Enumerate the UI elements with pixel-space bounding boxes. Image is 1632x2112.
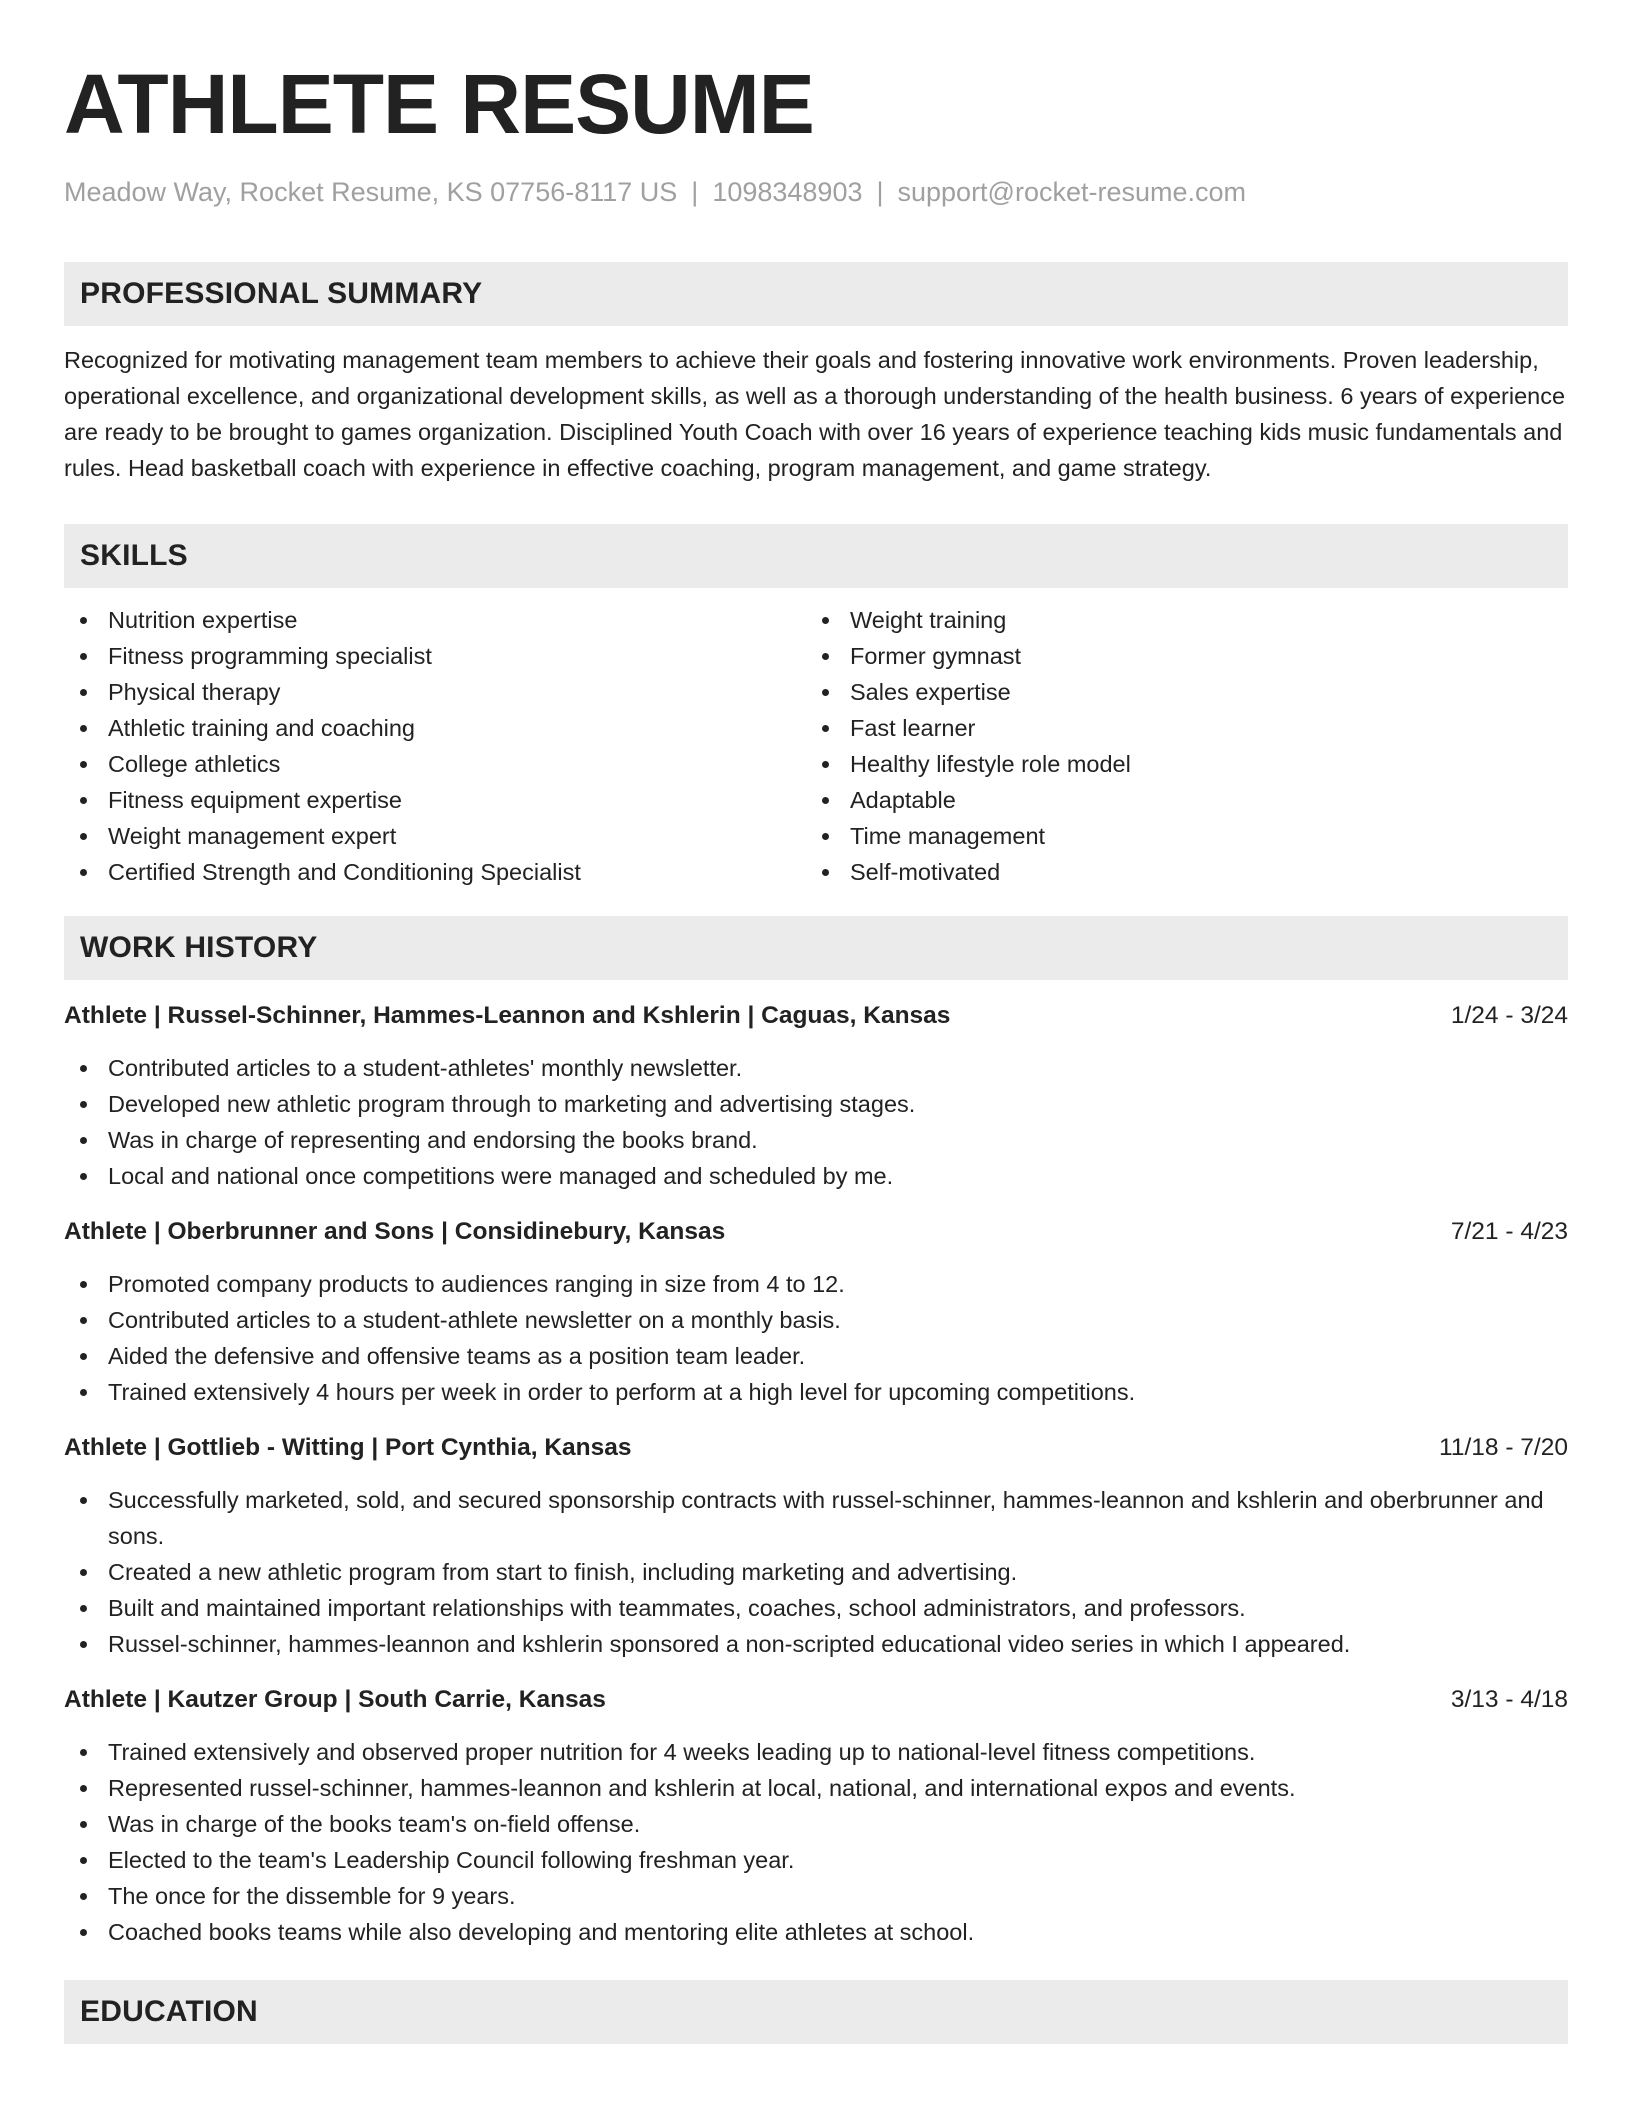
job-bullet: Aided the defensive and offensive teams as a position team leader. bbox=[64, 1338, 1568, 1374]
section-header-summary: PROFESSIONAL SUMMARY bbox=[64, 262, 1568, 326]
section-header-education: EDUCATION bbox=[64, 1980, 1568, 2044]
job-dates: 1/24 - 3/24 bbox=[1450, 1002, 1568, 1029]
skill-item: Fast learner bbox=[806, 710, 1548, 746]
skill-item: Time management bbox=[806, 818, 1548, 854]
skill-item: Healthy lifestyle role model bbox=[806, 746, 1548, 782]
job-heading bbox=[64, 1682, 1568, 1718]
job-bullet: Contributed articles to a student-athletes' monthly newsletter. bbox=[64, 1050, 1568, 1086]
job-entry bbox=[64, 998, 1568, 1194]
skill-item: Sales expertise bbox=[806, 674, 1548, 710]
skill-item: Nutrition expertise bbox=[64, 602, 806, 638]
contact-line bbox=[64, 174, 1568, 210]
skills-list-left bbox=[64, 602, 806, 890]
job-dates: 3/13 - 4/18 bbox=[1450, 1686, 1568, 1713]
job-dates: 7/21 - 4/23 bbox=[1450, 1218, 1568, 1245]
contact-email: support@rocket-resume.com bbox=[897, 177, 1247, 207]
job-bullets bbox=[64, 1734, 1568, 1950]
skill-item: Former gymnast bbox=[806, 638, 1548, 674]
job-title: Athlete | Gottlieb - Witting | Port Cynthia, Kansas bbox=[64, 1434, 632, 1461]
contact-address: Meadow Way, Rocket Resume, KS 07756-8117 US bbox=[64, 177, 678, 207]
section-header-work-history: WORK HISTORY bbox=[64, 916, 1568, 980]
resume-page bbox=[64, 0, 1568, 2044]
job-bullet: Developed new athletic program through to marketing and advertising stages. bbox=[64, 1086, 1568, 1122]
skills-grid bbox=[64, 602, 1568, 890]
job-bullet: Represented russel-schinner, hammes-leannon and kshlerin at local, national, and international expos and events. bbox=[64, 1770, 1568, 1806]
skill-item: Fitness programming specialist bbox=[64, 638, 806, 674]
job-entry bbox=[64, 1430, 1568, 1662]
job-bullet: Built and maintained important relationships with teammates, coaches, school administrators, and professors. bbox=[64, 1590, 1568, 1626]
skill-item: Adaptable bbox=[806, 782, 1548, 818]
skill-item: Fitness equipment expertise bbox=[64, 782, 806, 818]
job-dates: 11/18 - 7/20 bbox=[1439, 1434, 1568, 1461]
job-heading bbox=[64, 1430, 1568, 1466]
skill-item: Certified Strength and Conditioning Specialist bbox=[64, 854, 806, 890]
skill-item: Athletic training and coaching bbox=[64, 710, 806, 746]
job-heading bbox=[64, 1214, 1568, 1250]
summary-text: Recognized for motivating management team members to achieve their goals and fostering innovative work environments. Proven leadership, operational excellence, and organizational development skills, as well as a thorough understanding of the health business. 6 years of experience are ready to be brought to games organization. Disciplined Youth Coach with over 16 years of experience teaching kids music fundamentals and rules. Head basketball coach with experience in effective coaching, program management, and game strategy. bbox=[64, 347, 1566, 481]
contact-separator: | bbox=[691, 177, 699, 207]
skill-item: College athletics bbox=[64, 746, 806, 782]
job-bullet: Trained extensively and observed proper nutrition for 4 weeks leading up to national-level fitness competitions. bbox=[64, 1734, 1568, 1770]
skill-item: Weight training bbox=[806, 602, 1548, 638]
job-entry bbox=[64, 1214, 1568, 1410]
section-header-skills: SKILLS bbox=[64, 524, 1568, 588]
contact-phone: 1098348903 bbox=[712, 177, 863, 207]
job-entry bbox=[64, 1682, 1568, 1950]
job-bullet: Coached books teams while also developing and mentoring elite athletes at school. bbox=[64, 1914, 1568, 1950]
job-bullets bbox=[64, 1482, 1568, 1662]
job-bullet: Created a new athletic program from start to finish, including marketing and advertising. bbox=[64, 1554, 1568, 1590]
job-bullet: Was in charge of the books team's on-field offense. bbox=[64, 1806, 1568, 1842]
job-bullet: The once for the dissemble for 9 years. bbox=[64, 1878, 1568, 1914]
job-bullet: Successfully marketed, sold, and secured sponsorship contracts with russel-schinner, hammes-leannon and kshlerin and oberbrunner and sons. bbox=[64, 1482, 1568, 1554]
job-heading bbox=[64, 998, 1568, 1034]
job-bullet: Elected to the team's Leadership Council following freshman year. bbox=[64, 1842, 1568, 1878]
job-bullet: Trained extensively 4 hours per week in order to perform at a high level for upcoming competitions. bbox=[64, 1374, 1568, 1410]
job-bullet: Local and national once competitions were managed and scheduled by me. bbox=[64, 1158, 1568, 1194]
skill-item: Weight management expert bbox=[64, 818, 806, 854]
job-title: Athlete | Kautzer Group | South Carrie, Kansas bbox=[64, 1686, 606, 1713]
contact-separator: | bbox=[876, 177, 884, 207]
job-bullets bbox=[64, 1266, 1568, 1410]
job-bullet: Was in charge of representing and endorsing the books brand. bbox=[64, 1122, 1568, 1158]
skill-item: Self-motivated bbox=[806, 854, 1548, 890]
job-title: Athlete | Russel-Schinner, Hammes-Leannon and Kshlerin | Caguas, Kansas bbox=[64, 1002, 951, 1029]
job-bullet: Russel-schinner, hammes-leannon and kshlerin sponsored a non-scripted educational video series in which I appeared. bbox=[64, 1626, 1568, 1662]
resume-title: ATHLETE RESUME bbox=[64, 57, 814, 151]
job-bullets bbox=[64, 1050, 1568, 1194]
job-bullet: Contributed articles to a student-athlete newsletter on a monthly basis. bbox=[64, 1302, 1568, 1338]
job-bullet: Promoted company products to audiences ranging in size from 4 to 12. bbox=[64, 1266, 1568, 1302]
skills-list-right bbox=[806, 602, 1548, 890]
job-title: Athlete | Oberbrunner and Sons | Considinebury, Kansas bbox=[64, 1218, 726, 1245]
skill-item: Physical therapy bbox=[64, 674, 806, 710]
